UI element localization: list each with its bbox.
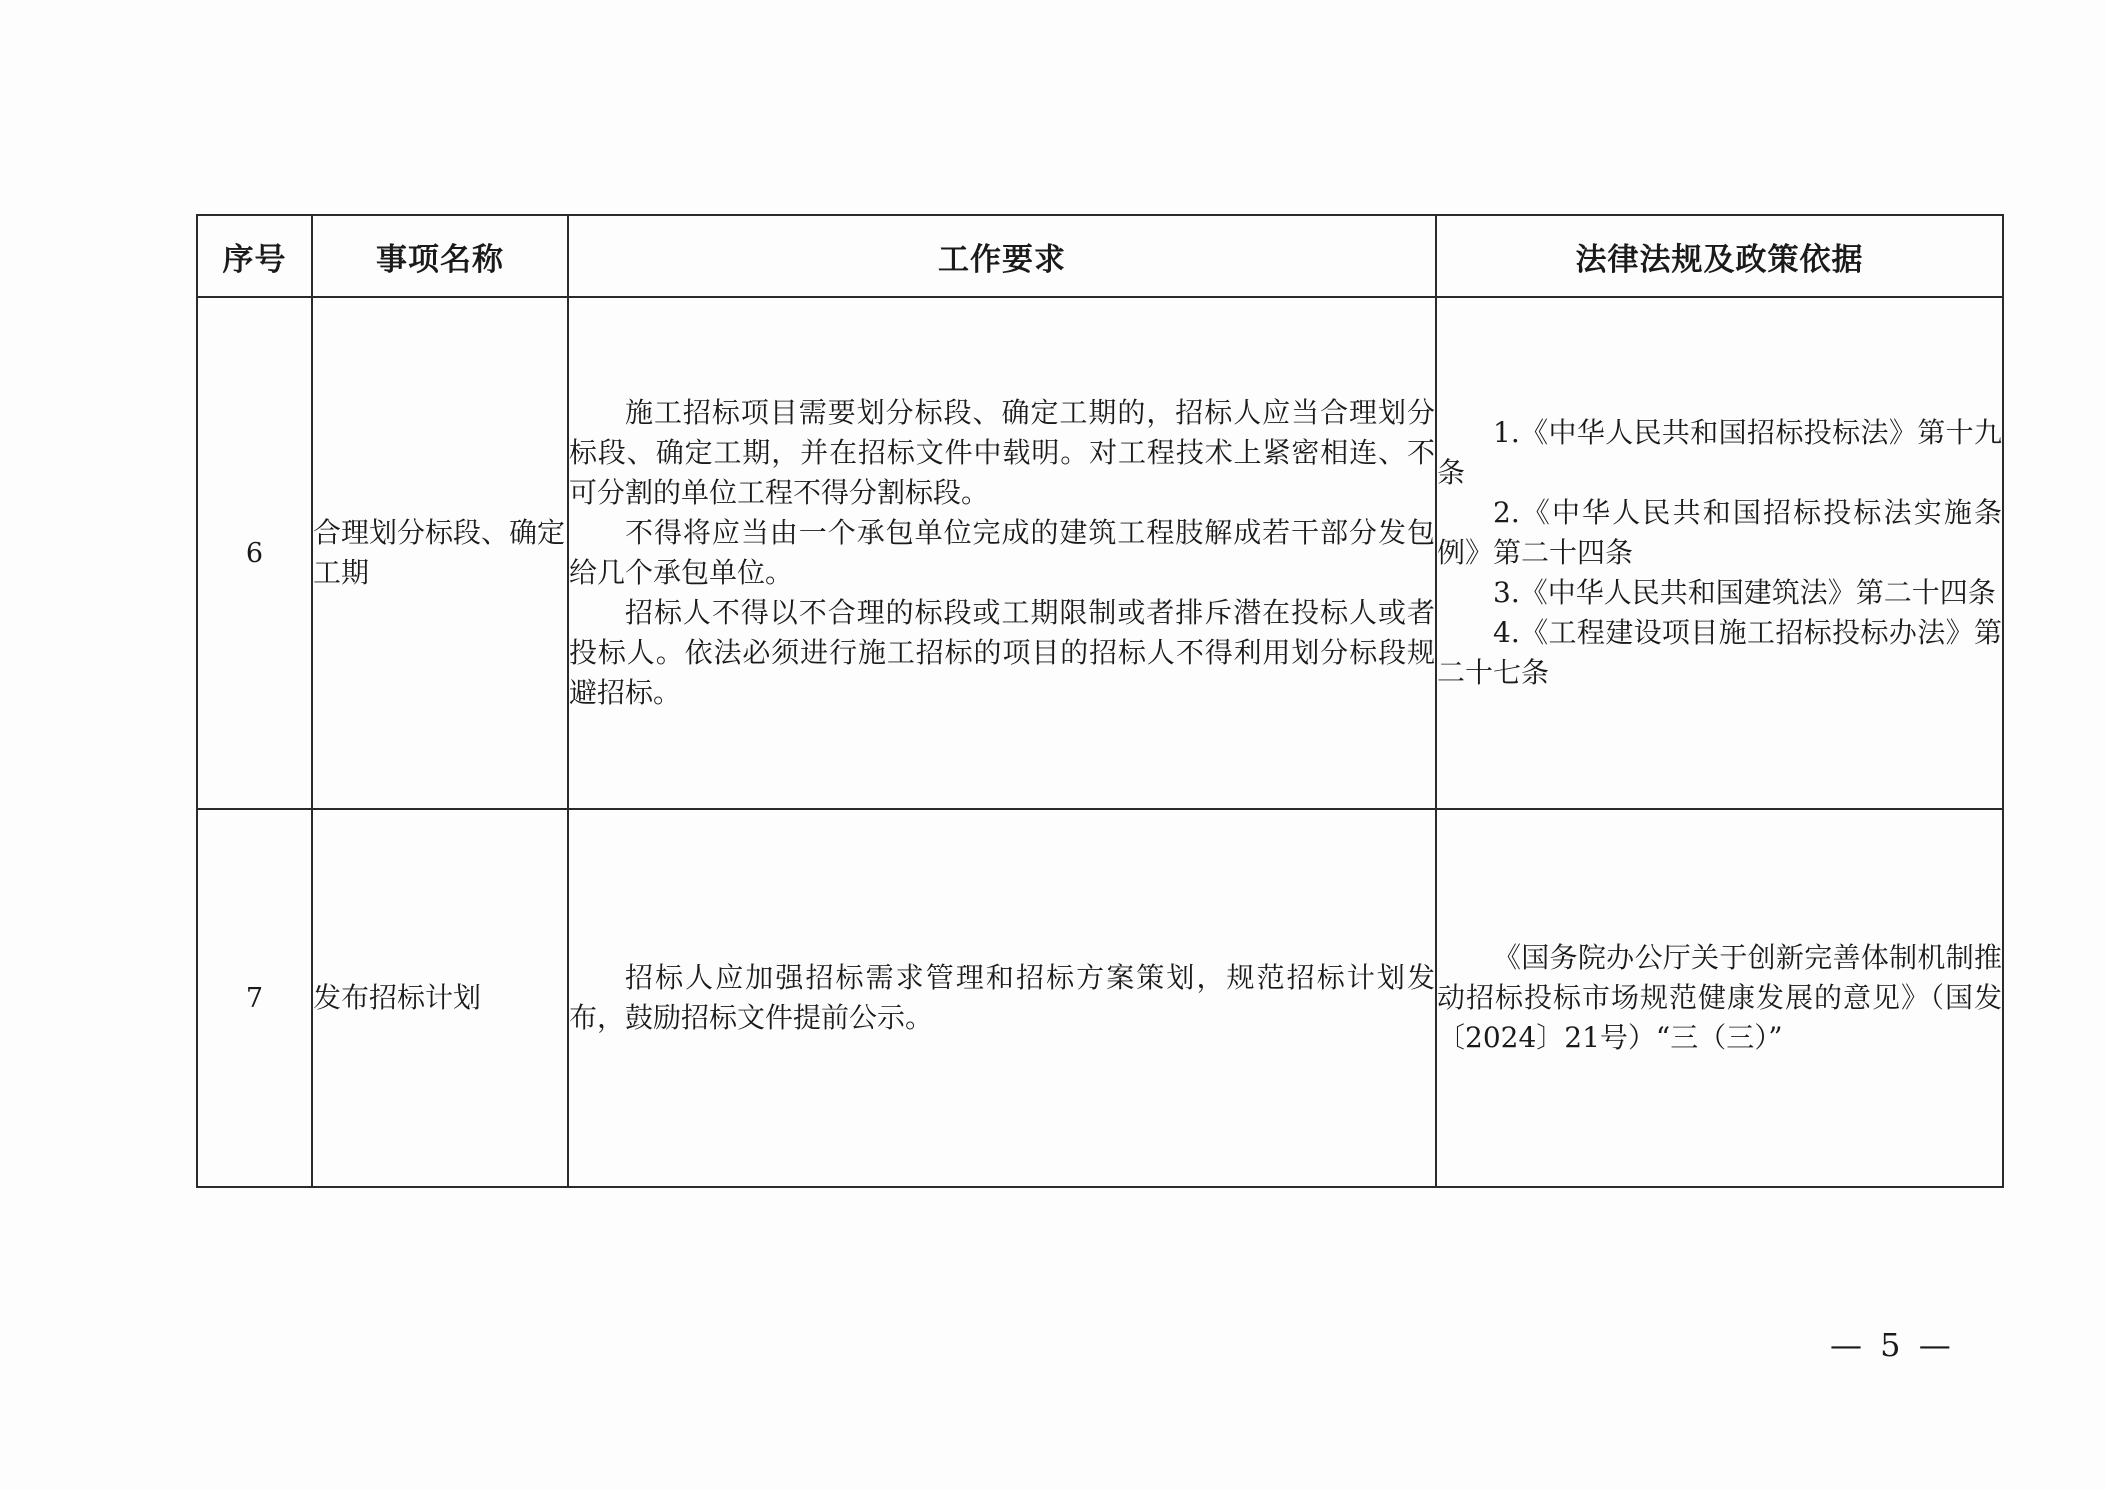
table-row	[197, 809, 2003, 1187]
header-number: 序号	[197, 215, 312, 297]
requirement-paragraph: 招标人不得以不合理的标段或工期限制或者排斥潜在投标人或者投标人。依法必须进行施工招标的项目的招标人不得利用划分标段规避招标。	[569, 596, 1435, 709]
requirement-paragraph: 招标人应加强招标需求管理和招标方案策划，规范招标计划发布，鼓励招标文件提前公示。	[569, 961, 1435, 1034]
header-item-name: 事项名称	[312, 215, 568, 297]
row-requirements	[568, 809, 1436, 1187]
row-legal-basis	[1436, 809, 2003, 1187]
requirement-paragraph: 施工招标项目需要划分标段、确定工期的，招标人应当合理划分标段、确定工期，并在招标文件中载明。对工程技术上紧密相连、不可分割的单位工程不得分割标段。	[569, 396, 1435, 509]
row-requirements	[568, 297, 1436, 809]
page-number: — 5 —	[1830, 1326, 1955, 1364]
header-requirements: 工作要求	[568, 215, 1436, 297]
regulation-table	[196, 214, 2004, 1188]
legal-basis-item: 1.《中华人民共和国招标投标法》第十九条	[1437, 416, 2002, 489]
legal-basis-item: 4.《工程建设项目施工招标投标办法》第二十七条	[1437, 616, 2002, 689]
legal-basis-item: 《国务院办公厅关于创新完善体制机制推动招标投标市场规范健康发展的意见》（国发〔2024〕21号）“三（三）”	[1437, 941, 2002, 1054]
row-item-name: 合理划分标段、确定工期	[312, 297, 568, 809]
legal-basis-item: 3.《中华人民共和国建筑法》第二十四条	[1493, 576, 1996, 609]
row-item-name: 发布招标计划	[312, 809, 568, 1187]
requirement-paragraph: 不得将应当由一个承包单位完成的建筑工程肢解成若干部分发包给几个承包单位。	[569, 516, 1435, 589]
table-header-row	[197, 215, 2003, 297]
table-row	[197, 297, 2003, 809]
header-legal-basis: 法律法规及政策依据	[1436, 215, 2003, 297]
row-number: 6	[197, 297, 312, 809]
legal-basis-item: 2.《中华人民共和国招标投标法实施条例》第二十四条	[1437, 496, 2002, 569]
row-number: 7	[197, 809, 312, 1187]
row-legal-basis	[1436, 297, 2003, 809]
